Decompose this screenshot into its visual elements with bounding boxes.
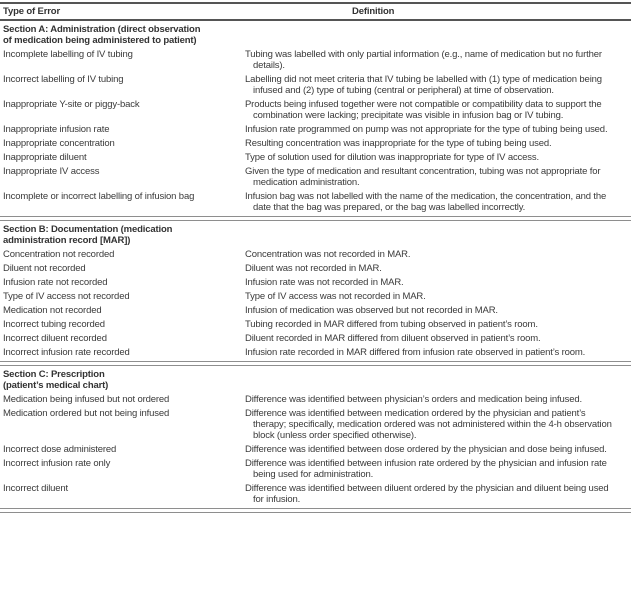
section-heading-line: Section A: Administration (direct observation: [3, 24, 201, 35]
definition-cell: Difference was identified between physician’s orders and medication being infused.: [245, 394, 582, 405]
table-row: [0, 277, 631, 288]
table-row: [0, 291, 631, 302]
error-type-cell: Inappropriate concentration: [3, 138, 115, 149]
definition-cell: Tubing was labelled with only partial information (e.g., name of medication but no further details).: [245, 49, 602, 71]
table-row: [0, 138, 631, 149]
definition-cell: Type of IV access was not recorded in MAR.: [245, 291, 426, 302]
column-header-definition: Definition: [352, 6, 395, 17]
definition-cell: Diluent recorded in MAR differed from diluent observed in patient’s room.: [245, 333, 541, 344]
definition-cell: Difference was identified between infusion rate ordered by the physician and infusion rate being used for administration.: [245, 458, 607, 480]
definition-cell: Difference was identified between dose ordered by the physician and dose being infused.: [245, 444, 607, 455]
error-type-cell: Inappropriate infusion rate: [3, 124, 110, 135]
error-type-cell: Infusion rate not recorded: [3, 277, 108, 288]
section-heading: [0, 224, 323, 246]
section-heading-line: Section B: Documentation (medication: [3, 224, 173, 235]
section-separator-rule: [0, 361, 631, 366]
definition-cell: Products being infused together were not compatible or compatibility data to support the combination were lacking; precipitate was visible in infusion bag or IV tubing.: [245, 99, 602, 121]
table-row: [0, 49, 631, 71]
error-type-cell: Incorrect dose administered: [3, 444, 117, 455]
table-row: [0, 99, 631, 121]
table-row: [0, 319, 631, 330]
error-type-cell: Incorrect diluent: [3, 483, 69, 494]
definition-cell: Difference was identified between diluent ordered by the physician and diluent being used for infusion.: [245, 483, 609, 505]
table-row: [0, 394, 631, 405]
table-row: [0, 124, 631, 135]
definition-cell: Concentration was not recorded in MAR.: [245, 249, 411, 260]
table-body: [0, 24, 631, 513]
error-type-cell: Inappropriate IV access: [3, 166, 100, 177]
header-bottom-rule: [0, 19, 631, 21]
error-type-cell: Incomplete or incorrect labelling of infusion bag: [3, 191, 195, 202]
table-row: [0, 333, 631, 344]
section-heading: [0, 24, 323, 46]
error-type-cell: Type of IV access not recorded: [3, 291, 130, 302]
table-row: [0, 408, 631, 441]
definition-cell: Infusion rate programmed on pump was not appropriate for the type of tubing being used.: [245, 124, 608, 135]
error-type-cell: Incomplete labelling of IV tubing: [3, 49, 133, 60]
definition-cell: Labelling did not meet criteria that IV tubing be labelled with (1) type of medication being infused and (2) type of tubing (central or peripheral) at time of observation.: [245, 74, 602, 96]
definition-cell: Difference was identified between medication ordered by the physician and patient’s therapy; specifically, medication ordered was not administered within the 4-h observation block (unless order specified otherwise).: [245, 408, 612, 441]
error-type-cell: Diluent not recorded: [3, 263, 86, 274]
section-separator-rule: [0, 216, 631, 221]
table-row: [0, 458, 631, 480]
table-row: [0, 483, 631, 505]
error-type-cell: Medication not recorded: [3, 305, 102, 316]
table-row: [0, 166, 631, 188]
definition-cell: Infusion bag was not labelled with the name of the medication, the concentration, and the date that the bag was prepared, or the bag was labelled incorrectly.: [245, 191, 607, 213]
error-type-cell: Medication being infused but not ordered: [3, 394, 170, 405]
table-row: [0, 152, 631, 163]
table-row: [0, 444, 631, 455]
error-type-cell: Incorrect labelling of IV tubing: [3, 74, 124, 85]
section-heading: [0, 369, 323, 391]
table-row: [0, 74, 631, 96]
error-type-cell: Incorrect infusion rate recorded: [3, 347, 130, 358]
error-type-cell: Incorrect infusion rate only: [3, 458, 111, 469]
section-heading-line: (patient’s medical chart): [3, 380, 109, 391]
definition-cell: Type of solution used for dilution was inappropriate for type of IV access.: [245, 152, 539, 163]
error-type-cell: Concentration not recorded: [3, 249, 115, 260]
column-header-type-of-error: Type of Error: [3, 6, 60, 17]
definition-cell: Infusion rate recorded in MAR differed from infusion rate observed in patient’s room.: [245, 347, 586, 358]
column-header-definition-cell: [245, 6, 631, 17]
table-row: [0, 263, 631, 274]
section-heading-line: Section C: Prescription: [3, 369, 105, 380]
table-row: [0, 249, 631, 260]
table-row: [0, 191, 631, 213]
definition-cell: Given the type of medication and resultant concentration, tubing was not appropriate for medication administration.: [245, 166, 601, 188]
section-separator-rule: [0, 508, 631, 513]
table-header-row: [0, 4, 631, 19]
table-row: [0, 305, 631, 316]
error-type-cell: Inappropriate diluent: [3, 152, 87, 163]
error-type-cell: Inappropriate Y-site or piggy-back: [3, 99, 140, 110]
definition-cell: Infusion of medication was observed but not recorded in MAR.: [245, 305, 498, 316]
definition-cell: Resulting concentration was inappropriate for the type of tubing being used.: [245, 138, 552, 149]
error-type-cell: Incorrect diluent recorded: [3, 333, 107, 344]
error-type-cell: Medication ordered but not being infused: [3, 408, 170, 419]
error-type-cell: Incorrect tubing recorded: [3, 319, 105, 330]
table-row: [0, 347, 631, 358]
definition-cell: Infusion rate was not recorded in MAR.: [245, 277, 404, 288]
section-heading-line: of medication being administered to patient): [3, 35, 197, 46]
definition-cell: Tubing recorded in MAR differed from tubing observed in patient’s room.: [245, 319, 538, 330]
section-heading-line: administration record [MAR]): [3, 235, 131, 246]
definition-cell: Diluent was not recorded in MAR.: [245, 263, 382, 274]
